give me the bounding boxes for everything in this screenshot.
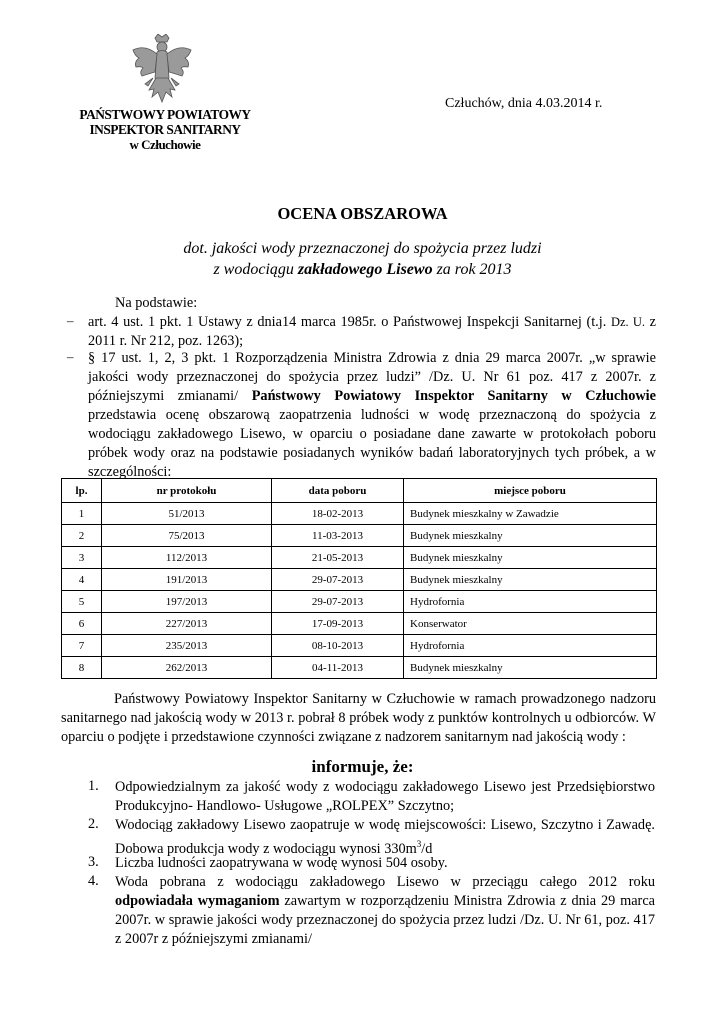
- cell-lp: 8: [62, 657, 102, 679]
- basis-item-1-ref: Dz. U.: [610, 315, 645, 329]
- finding-item-2-text: Wodociąg zakładowy Lisewo zaopatruje w wodę miejscowości: Lisewo, Szczytno i Zawadę. Dobowa produkcja wody z wodociągu wynosi 330m: [115, 817, 655, 857]
- issuer-name-line3: w Człuchowie: [129, 137, 201, 152]
- bullet-dash: –: [67, 313, 74, 328]
- cell-date: 11-03-2013: [272, 525, 404, 547]
- table-row: [62, 503, 657, 525]
- cell-place: Konserwator: [404, 613, 657, 635]
- basis-item-1-text: art. 4 ust. 1 pkt. 1 Ustawy z dnia14 marca 1985r. o Państwowej Inspekcji Sanitarnej (t.j.: [88, 314, 611, 330]
- cell-lp: 4: [62, 569, 102, 591]
- basis-item-2-rest: przedstawia ocenę obszarową zaopatrzenia ludności w wodę przeznaczoną do spożycia z wodociągu zakładowego Lisewo, w oparciu o posiadane dane zawarte w protokołach poboru próbek wody oraz na podstawie posiadanych wyników badań laboratoryjnych tych próbek, a w szczególności:: [88, 407, 656, 480]
- cell-protocol: 227/2013: [102, 613, 272, 635]
- cell-place: Budynek mieszkalny: [404, 547, 657, 569]
- document-title: OCENA OBSZAROWA: [277, 204, 448, 223]
- cell-protocol: 197/2013: [102, 591, 272, 613]
- table-row: [62, 547, 657, 569]
- table-row: [62, 525, 657, 547]
- subject-bold: zakładowego Lisewo: [297, 261, 433, 278]
- subject-prefix: z wodociągu: [213, 261, 298, 278]
- cell-date: 29-07-2013: [272, 591, 404, 613]
- supervision-paragraph: Państwowy Powiatowy Inspektor Sanitarny w Człuchowie w ramach prowadzonego nadzoru sanitarnego nad jakością wody w 2013 r. pobrał 8 próbek wody z punktów kontrolnych u odbiorców. W oparciu o podjęte i przedstawione czynności związane z nadzorem sanitarnym nad jakością wody :: [61, 691, 656, 745]
- issuer-name-line2: INSPEKTOR SANITARNY: [89, 122, 241, 137]
- subject-line1: dot. jakości wody przeznaczonej do spożycia przez ludzi: [183, 240, 542, 257]
- cell-place: Budynek mieszkalny: [404, 569, 657, 591]
- basis-item-1-tail: z 2011 r. Nr 212, poz. 1263);: [88, 314, 656, 349]
- basis-item-2-authority: Państwowy Powiatowy Inspektor Sanitarny w Człuchowie: [251, 388, 656, 404]
- cell-place: Budynek mieszkalny: [404, 657, 657, 679]
- column-header-date: data poboru: [272, 479, 404, 503]
- table-row: [62, 591, 657, 613]
- cell-protocol: 75/2013: [102, 525, 272, 547]
- cell-place: Hydrofornia: [404, 635, 657, 657]
- table-row: [62, 613, 657, 635]
- cell-date: 04-11-2013: [272, 657, 404, 679]
- cell-lp: 6: [62, 613, 102, 635]
- cell-lp: 3: [62, 547, 102, 569]
- list-number: 2.: [88, 816, 99, 832]
- finding-item-2-unit-exponent: 3: [416, 839, 422, 849]
- finding-item-2-unit-tail: /d: [421, 840, 433, 857]
- issuer-name-line1: PAŃSTWOWY POWIATOWY: [79, 107, 251, 122]
- cell-date: 17-09-2013: [272, 613, 404, 635]
- basis-item-1: [88, 313, 656, 351]
- cell-date: 18-02-2013: [272, 503, 404, 525]
- finding-item-3: Liczba ludności zaopatrywana w wodę wynosi 504 osoby.: [115, 855, 448, 871]
- column-header-protocol: nr protokołu: [102, 479, 272, 503]
- informs-heading: informuje, że:: [311, 757, 414, 776]
- table-row: [62, 635, 657, 657]
- list-number: 3.: [88, 854, 99, 870]
- eagle-emblem-icon: [131, 34, 193, 104]
- cell-place: Budynek mieszkalny w Zawadzie: [404, 503, 657, 525]
- finding-item-4-rest: zawartym w rozporządzeniu Ministra Zdrowia z dnia 29 marca 2007r. w sprawie jakości wody przeznaczonej do spożycia przez ludzi /Dz. U. Nr 61, poz. 417 z 2007r z późniejszymi zmianami/: [115, 893, 656, 947]
- finding-item-4-text: Woda pobrana z wodociągu zakładowego Lisewo w przeciągu całego 2012 roku: [115, 874, 655, 890]
- subject-line2: [0, 261, 725, 279]
- table-header-row: [62, 479, 657, 503]
- cell-place: Budynek mieszkalny: [404, 525, 657, 547]
- cell-protocol: 112/2013: [102, 547, 272, 569]
- cell-protocol: 51/2013: [102, 503, 272, 525]
- cell-lp: 7: [62, 635, 102, 657]
- cell-protocol: 191/2013: [102, 569, 272, 591]
- cell-date: 21-05-2013: [272, 547, 404, 569]
- table-row: [62, 657, 657, 679]
- cell-protocol: 262/2013: [102, 657, 272, 679]
- subject-suffix: za rok 2013: [432, 261, 512, 278]
- basis-intro: Na podstawie:: [115, 295, 198, 311]
- column-header-place: miejsce poboru: [404, 479, 657, 503]
- place-and-date: Człuchów, dnia 4.03.2014 r.: [445, 96, 603, 111]
- list-number: 4.: [88, 873, 99, 889]
- cell-date: 29-07-2013: [272, 569, 404, 591]
- cell-place: Hydrofornia: [404, 591, 657, 613]
- bullet-dash: –: [67, 349, 74, 364]
- basis-item-2: [88, 349, 656, 482]
- samples-table: [61, 478, 657, 679]
- finding-item-1: Odpowiedzialnym za jakość wody z wodociągu zakładowego Lisewo jest Przedsiębiorstwo Produkcyjno- Handlowo- Usługowe „ROLPEX” Szczytno;: [115, 779, 655, 814]
- cell-protocol: 235/2013: [102, 635, 272, 657]
- cell-lp: 1: [62, 503, 102, 525]
- finding-item-4-bold: odpowiadała wymaganiom: [115, 893, 280, 909]
- list-number: 1.: [88, 778, 99, 794]
- basis-item-2-text: § 17 ust. 1, 2, 3 pkt. 1 Rozporządzenia Ministra Zdrowia z dnia 29 marca 2007r. „w sprawie jakości wody przeznaczonej do spożycia przez ludzi” /Dz. U. Nr 61 poz. 417 z 2007r. z późniejszymi zmianami/: [88, 350, 656, 404]
- cell-lp: 5: [62, 591, 102, 613]
- cell-date: 08-10-2013: [272, 635, 404, 657]
- table-row: [62, 569, 657, 591]
- cell-lp: 2: [62, 525, 102, 547]
- finding-item-2: [115, 816, 655, 859]
- column-header-lp: lp.: [62, 479, 102, 503]
- finding-item-4: [115, 873, 655, 949]
